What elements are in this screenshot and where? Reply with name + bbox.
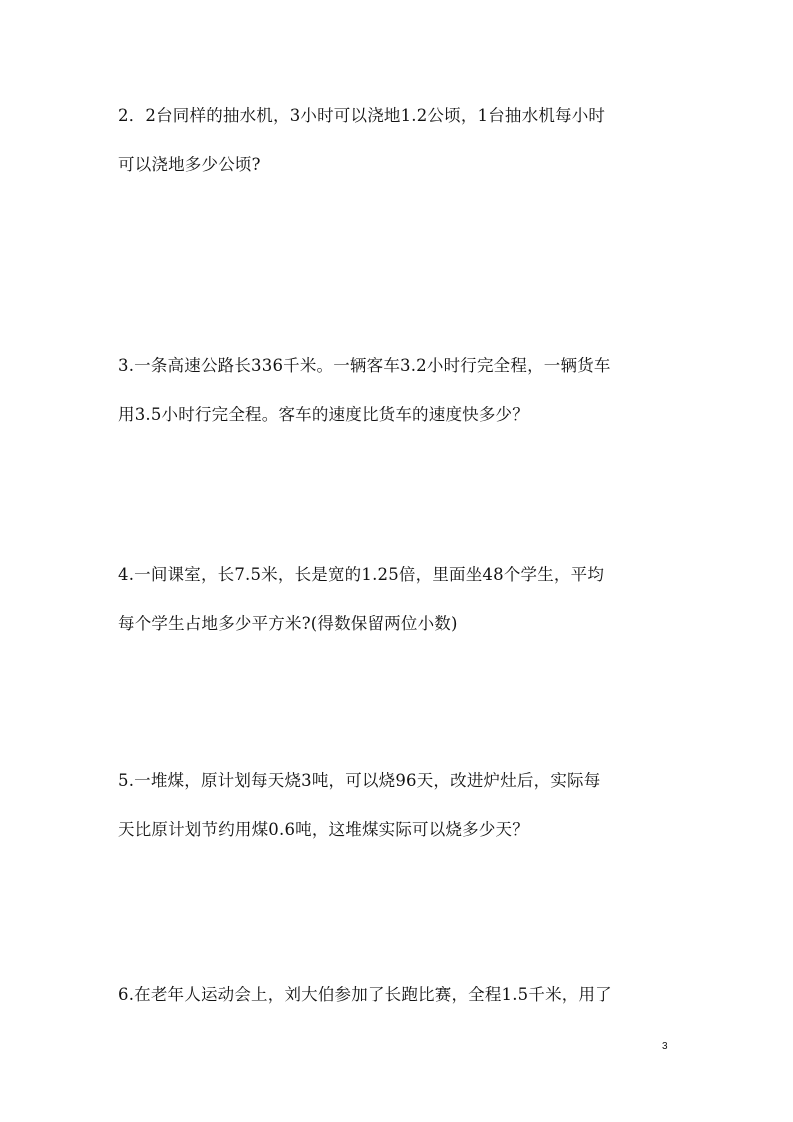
problem-6 xyxy=(118,985,678,1005)
problem-4 xyxy=(118,565,678,634)
problem-5-line-1: 5.一堆煤，原计划每天烧3吨，可以烧96天，改进炉灶后，实际每 xyxy=(118,771,601,790)
problem-3 xyxy=(118,356,678,425)
problem-3-line-2: 用3.5小时行完全程。客车的速度比货车的速度快多少？ xyxy=(118,405,529,424)
page-number: 3 xyxy=(662,1041,668,1052)
problem-5-line-2: 天比原计划节约用煤0.6吨，这堆煤实际可以烧多少天？ xyxy=(118,820,529,839)
problem-4-line-2: 每个学生占地多少平方米?(得数保留两位小数) xyxy=(118,614,458,633)
problem-6-line-1: 6.在老年人运动会上，刘大伯参加了长跑比赛，全程1.5千米，用了 xyxy=(118,985,612,1004)
problem-2-line-1: 2．2台同样的抽水机，3小时可以浇地1.2公顷，1台抽水机每小时 xyxy=(118,106,606,125)
problem-2 xyxy=(118,106,678,175)
problem-3-line-1: 3.一条高速公路长336千米。一辆客车3.2小时行完全程，一辆货车 xyxy=(118,356,611,375)
problem-2-line-2: 可以浇地多少公顷? xyxy=(118,155,261,174)
problem-5 xyxy=(118,771,678,840)
problem-4-line-1: 4.一间课室，长7.5米，长是宽的1.25倍，里面坐48个学生，平均 xyxy=(118,565,605,584)
